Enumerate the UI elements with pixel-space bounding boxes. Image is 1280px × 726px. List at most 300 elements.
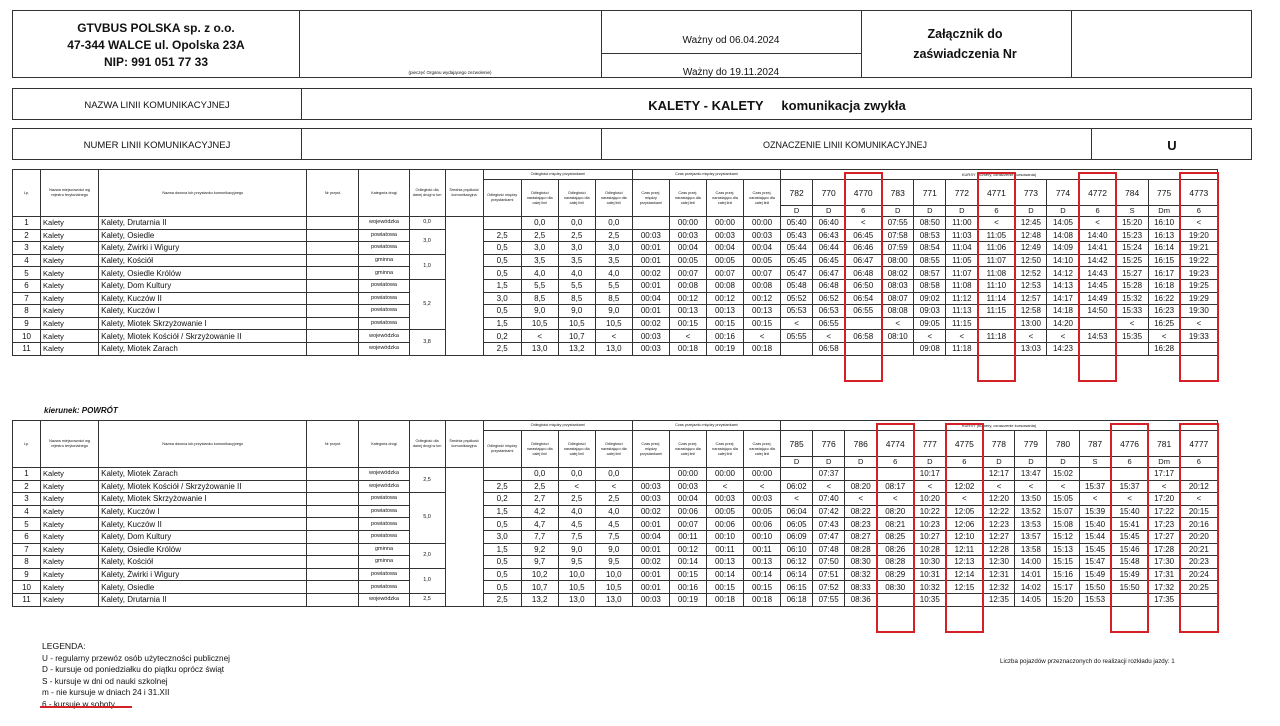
course-time: 12:28 <box>983 543 1015 556</box>
line-number-label: NUMER LINII KOMUNIKACYJNEJ <box>83 139 231 151</box>
course-time: 06:54 <box>845 292 882 305</box>
row-road-category: powiatowa <box>359 305 409 318</box>
company-address: 47-344 WALCE ul. Opolska 23A <box>67 37 245 52</box>
course-time: 12:06 <box>946 518 983 531</box>
course-time: 11:14 <box>978 292 1015 305</box>
row-road-category: wojewódzka <box>359 468 409 481</box>
row-road-category: powiatowa <box>359 292 409 305</box>
course-mark: D <box>1015 206 1047 217</box>
row-time: 00:03 <box>744 229 781 242</box>
course-time: 14:42 <box>1079 254 1116 267</box>
course-time: 14:20 <box>1047 317 1079 330</box>
course-time: 06:04 <box>781 505 813 518</box>
col-lp: Lp. <box>13 421 41 468</box>
row-distance: 13,0 <box>595 593 632 606</box>
col-stop: Nazwa dworca lub przystanku komunikacyjnego <box>99 170 307 217</box>
row-distance: 0,5 <box>483 254 521 267</box>
row-stop-no <box>307 305 359 318</box>
row-town: Kalety <box>41 581 99 594</box>
course-time: 20:15 <box>1180 505 1217 518</box>
col-dist-between: Odległość między przystankami <box>483 180 521 217</box>
course-time: 06:12 <box>781 556 813 569</box>
course-time <box>946 468 983 481</box>
course-time: 05:53 <box>781 305 813 318</box>
row-time <box>632 217 669 230</box>
row-time: 00:08 <box>744 279 781 292</box>
row-time: 00:06 <box>744 518 781 531</box>
course-time: 10:17 <box>914 468 946 481</box>
row-time: 00:05 <box>744 505 781 518</box>
course-time: 08:33 <box>845 581 877 594</box>
table-row <box>13 568 1218 581</box>
row-stop: Kalety, Dom Kultury <box>99 279 307 292</box>
course-time: 12:14 <box>946 568 983 581</box>
col-dist-sub: Odległości narastająco dla całej linii <box>595 180 632 217</box>
col-time-sub: Czas przej. narastająco dla całej linii <box>669 431 706 468</box>
row-stop-no <box>307 568 359 581</box>
course-time: 05:48 <box>781 279 813 292</box>
course-mark: 6 <box>978 206 1015 217</box>
row-time: 00:00 <box>669 468 706 481</box>
row-town: Kalety <box>41 305 99 318</box>
course-time: 09:08 <box>914 342 946 355</box>
line-number-row <box>12 128 1252 160</box>
row-road-category: wojewódzka <box>359 330 409 343</box>
course-time: < <box>1180 217 1217 230</box>
row-town: Kalety <box>41 317 99 330</box>
course-time: < <box>1047 330 1079 343</box>
course-time: 15:13 <box>1047 543 1079 556</box>
course-time: 15:02 <box>1047 468 1079 481</box>
course-number: 782 <box>781 180 813 206</box>
course-time: 14:02 <box>1015 581 1047 594</box>
course-time: 05:44 <box>781 242 813 255</box>
row-distance: 9,0 <box>595 305 632 318</box>
course-time: 14:10 <box>1047 254 1079 267</box>
table-row <box>13 518 1218 531</box>
course-number: 783 <box>882 180 914 206</box>
course-number: 781 <box>1148 431 1180 457</box>
course-time: 15:28 <box>1116 279 1148 292</box>
row-stop: Kalety, Miotek Zarach <box>99 342 307 355</box>
row-stop-no <box>307 267 359 280</box>
course-time: 12:02 <box>946 480 983 493</box>
course-time: 13:00 <box>1015 317 1047 330</box>
course-time: 15:37 <box>1111 480 1148 493</box>
course-time: 06:50 <box>845 279 882 292</box>
course-mark: 6 <box>1180 206 1217 217</box>
course-time: 14:18 <box>1047 305 1079 318</box>
col-courses-top: KURSY (numery, oznaczenie kursowania) <box>781 421 1218 431</box>
row-town: Kalety <box>41 493 99 506</box>
row-stop-no <box>307 317 359 330</box>
row-time: 00:07 <box>669 518 706 531</box>
course-time: 15:24 <box>1116 242 1148 255</box>
course-time: 12:35 <box>983 593 1015 606</box>
row-stop: Kalety, Żwirki i Wigury <box>99 242 307 255</box>
course-time: < <box>781 317 813 330</box>
row-time: 00:05 <box>706 254 743 267</box>
row-road-category: powiatowa <box>359 229 409 242</box>
course-time: 17:35 <box>1148 593 1180 606</box>
course-time: 17:31 <box>1148 568 1180 581</box>
row-time: 00:06 <box>669 505 706 518</box>
course-time: 08:54 <box>914 242 946 255</box>
row-distance: 2,5 <box>595 493 632 506</box>
row-time: 00:19 <box>669 593 706 606</box>
course-time: 16:15 <box>1148 254 1180 267</box>
course-time: 14:00 <box>1015 556 1047 569</box>
course-time: 06:43 <box>813 229 845 242</box>
row-distance: 9,5 <box>558 556 595 569</box>
row-town: Kalety <box>41 254 99 267</box>
row-lp: 9 <box>13 568 41 581</box>
course-time: 08:23 <box>845 518 877 531</box>
timetable-outbound <box>12 169 1218 356</box>
course-time: 06:48 <box>845 267 882 280</box>
course-time: 14:13 <box>1047 279 1079 292</box>
course-time: 11:15 <box>946 317 978 330</box>
col-time-group: Czas przejazdu między przystankami <box>632 421 780 431</box>
row-stop-no <box>307 292 359 305</box>
row-time: 00:05 <box>669 254 706 267</box>
row-distance: 0,0 <box>521 217 558 230</box>
row-time: 00:05 <box>706 505 743 518</box>
row-time: 00:13 <box>669 305 706 318</box>
table-row <box>13 493 1218 506</box>
course-number: 4774 <box>877 431 914 457</box>
course-time: 08:20 <box>845 480 877 493</box>
course-time: 08:25 <box>877 530 914 543</box>
col-dist-sub: Odległości narastająco dla całej linii <box>521 431 558 468</box>
course-time: 12:27 <box>983 530 1015 543</box>
course-mark: D <box>845 457 877 468</box>
course-time: 14:23 <box>1047 342 1079 355</box>
row-time: 00:04 <box>669 493 706 506</box>
course-time: 08:29 <box>877 568 914 581</box>
row-town: Kalety <box>41 568 99 581</box>
course-mark: 6 <box>1079 206 1116 217</box>
row-time: 00:14 <box>744 568 781 581</box>
course-time: 16:28 <box>1148 342 1180 355</box>
table-row <box>13 593 1218 606</box>
course-time: 11:00 <box>946 217 978 230</box>
row-distance: 4,0 <box>558 505 595 518</box>
header-box <box>12 10 1252 78</box>
row-time: 00:15 <box>744 581 781 594</box>
row-lp: 10 <box>13 581 41 594</box>
row-time: 00:14 <box>669 556 706 569</box>
row-stop-no <box>307 518 359 531</box>
row-stop-no <box>307 330 359 343</box>
course-time: 12:30 <box>983 556 1015 569</box>
course-time: < <box>845 493 877 506</box>
row-town: Kalety <box>41 593 99 606</box>
course-time: < <box>1180 317 1217 330</box>
col-dist-group: Odległości między przystankami <box>483 421 632 431</box>
row-time: 00:01 <box>632 254 669 267</box>
course-number: 784 <box>1116 180 1148 206</box>
table-row <box>13 468 1218 481</box>
table-row <box>13 242 1218 255</box>
col-time-sub: Czas przej. narastająco dla całej linii <box>669 180 706 217</box>
row-lp: 2 <box>13 229 41 242</box>
course-time: 15:33 <box>1116 305 1148 318</box>
row-lp: 10 <box>13 330 41 343</box>
row-distance: 0,0 <box>595 217 632 230</box>
course-time: 17:17 <box>1148 468 1180 481</box>
course-time <box>1180 593 1217 606</box>
course-time <box>1111 593 1148 606</box>
table-row <box>13 530 1218 543</box>
row-stop-no <box>307 229 359 242</box>
row-lp: 5 <box>13 267 41 280</box>
row-time: 00:01 <box>632 518 669 531</box>
row-time: 00:01 <box>632 279 669 292</box>
course-time: 20:12 <box>1180 480 1217 493</box>
row-stop-no <box>307 493 359 506</box>
row-distance: 9,0 <box>558 543 595 556</box>
row-lp: 5 <box>13 518 41 531</box>
row-distance: 0,0 <box>558 468 595 481</box>
course-time: 13:53 <box>1015 518 1047 531</box>
row-time: 00:01 <box>632 581 669 594</box>
row-stop: Kalety, Osiedle Królów <box>99 267 307 280</box>
course-time: 05:52 <box>781 292 813 305</box>
course-mark: S <box>1116 206 1148 217</box>
course-time: 10:35 <box>914 593 946 606</box>
course-time: 11:07 <box>946 267 978 280</box>
table-row <box>13 317 1218 330</box>
course-time: 06:46 <box>845 242 882 255</box>
attachment-line2: zaświadczenia Nr <box>913 47 1017 61</box>
course-time: 12:57 <box>1015 292 1047 305</box>
course-time: 14:40 <box>1079 229 1116 242</box>
course-time: 15:50 <box>1079 581 1111 594</box>
row-town: Kalety <box>41 556 99 569</box>
row-time: 00:00 <box>744 217 781 230</box>
course-time: 10:28 <box>914 543 946 556</box>
course-time: 11:05 <box>946 254 978 267</box>
course-mark: D <box>1047 457 1079 468</box>
course-time: 06:55 <box>813 317 845 330</box>
course-time <box>978 342 1015 355</box>
col-courses-top: KURSY (numery, oznaczenie kursowania) <box>781 170 1218 180</box>
row-time: 00:15 <box>706 581 743 594</box>
course-mark: D <box>983 457 1015 468</box>
course-time: 16:23 <box>1148 305 1180 318</box>
table-row <box>13 543 1218 556</box>
course-time: 20:16 <box>1180 518 1217 531</box>
course-time: 14:12 <box>1047 267 1079 280</box>
course-time: 10:23 <box>914 518 946 531</box>
row-stop-no <box>307 593 359 606</box>
course-time: 17:27 <box>1148 530 1180 543</box>
col-dist-sub: Odległości narastająco dla całej linii <box>521 180 558 217</box>
row-road-category: gminna <box>359 254 409 267</box>
course-time <box>845 468 877 481</box>
row-lp: 3 <box>13 493 41 506</box>
row-town: Kalety <box>41 543 99 556</box>
course-time: < <box>845 217 882 230</box>
row-distance: 3,0 <box>521 242 558 255</box>
course-time: 20:24 <box>1180 568 1217 581</box>
row-lp: 1 <box>13 468 41 481</box>
row-distance <box>483 217 521 230</box>
line-name-label: NAZWA LINII KOMUNIKACYJNEJ <box>84 99 230 111</box>
company-name: GTVBUS POLSKA sp. z o.o. <box>77 20 235 35</box>
course-time: < <box>1116 317 1148 330</box>
course-time: 12:17 <box>983 468 1015 481</box>
course-time: 07:43 <box>813 518 845 531</box>
row-road-category: powiatowa <box>359 317 409 330</box>
course-time: 15:44 <box>1079 530 1111 543</box>
row-distance: 10,2 <box>521 568 558 581</box>
row-time: 00:13 <box>706 305 743 318</box>
course-time: 15:49 <box>1079 568 1111 581</box>
course-time: 19:33 <box>1180 330 1217 343</box>
legend-item: 6 - kursuje w soboty <box>42 699 115 709</box>
col-dist-sub: Odległości narastająco dla całej linii <box>595 431 632 468</box>
course-time: < <box>1148 330 1180 343</box>
course-time: 07:58 <box>882 229 914 242</box>
row-time: 00:02 <box>632 556 669 569</box>
course-time <box>845 317 882 330</box>
row-distance: 10,7 <box>558 330 595 343</box>
course-number: 780 <box>1047 431 1079 457</box>
course-time: 11:13 <box>946 305 978 318</box>
course-time: 08:28 <box>845 543 877 556</box>
row-road-distance: 2,5 <box>409 593 445 606</box>
row-road-distance: 1,0 <box>409 254 445 279</box>
row-lp: 1 <box>13 217 41 230</box>
row-distance: 2,5 <box>483 593 521 606</box>
row-stop-no <box>307 279 359 292</box>
course-time: 14:01 <box>1015 568 1047 581</box>
col-municipality: Nazwa miejscowości wg rejestru terytorialnego <box>41 421 99 468</box>
col-time-between: Czas przej. między przystankami <box>632 180 669 217</box>
row-town: Kalety <box>41 229 99 242</box>
col-road-dist: Odległość dla danej drogi w km <box>409 170 445 217</box>
row-road-category: gminna <box>359 267 409 280</box>
row-stop-no <box>307 505 359 518</box>
row-distance: 5,5 <box>558 279 595 292</box>
course-number: 4777 <box>1180 431 1217 457</box>
course-time: 12:45 <box>1015 217 1047 230</box>
col-dist-between: Odległość między przystankami <box>483 431 521 468</box>
row-town: Kalety <box>41 242 99 255</box>
course-time: 12:48 <box>1015 229 1047 242</box>
row-distance: 10,0 <box>595 568 632 581</box>
course-time: 07:52 <box>813 581 845 594</box>
col-municipality: Nazwa miejscowości wg rejestru terytorialnego <box>41 170 99 217</box>
row-stop: Kalety, Kościół <box>99 556 307 569</box>
row-stop: Kalety, Kuczów I <box>99 305 307 318</box>
row-distance: 0,0 <box>521 468 558 481</box>
row-lp: 7 <box>13 292 41 305</box>
course-time: 15:35 <box>1116 330 1148 343</box>
row-stop: Kalety, Osiedle <box>99 229 307 242</box>
course-time: 08:28 <box>877 556 914 569</box>
course-time: 08:07 <box>882 292 914 305</box>
row-stop-no <box>307 556 359 569</box>
row-distance: 1,5 <box>483 317 521 330</box>
row-time: 00:15 <box>744 317 781 330</box>
course-time: 10:32 <box>914 581 946 594</box>
row-road-category: powiatowa <box>359 581 409 594</box>
col-lp: Lp. <box>13 170 41 217</box>
course-time: 06:05 <box>781 518 813 531</box>
row-stop: Kalety, Dom Kultury <box>99 530 307 543</box>
row-time: 00:01 <box>632 242 669 255</box>
row-time <box>632 468 669 481</box>
course-time: 11:15 <box>978 305 1015 318</box>
course-time: 15:20 <box>1047 593 1079 606</box>
row-town: Kalety <box>41 292 99 305</box>
row-distance: 9,0 <box>595 543 632 556</box>
course-time: 13:58 <box>1015 543 1047 556</box>
course-time: 15:49 <box>1111 568 1148 581</box>
row-time: 00:00 <box>706 468 743 481</box>
course-time: 11:03 <box>946 229 978 242</box>
row-time: 00:03 <box>632 342 669 355</box>
row-time: 00:04 <box>632 292 669 305</box>
row-distance: 2,5 <box>483 480 521 493</box>
course-mark: 6 <box>1180 457 1217 468</box>
course-time: 17:30 <box>1148 556 1180 569</box>
course-time <box>1079 317 1116 330</box>
course-time: 19:30 <box>1180 305 1217 318</box>
col-stop-no: Nr przyst. <box>307 170 359 217</box>
row-time: 00:03 <box>669 480 706 493</box>
course-number: 778 <box>983 431 1015 457</box>
row-distance: 9,0 <box>521 305 558 318</box>
direction-back-label: kierunek: POWRÓT <box>44 406 118 415</box>
course-mark: Dm <box>1148 457 1180 468</box>
row-distance: 0,5 <box>483 518 521 531</box>
course-time: 07:48 <box>813 543 845 556</box>
course-number: 787 <box>1079 431 1111 457</box>
row-time: 00:18 <box>744 342 781 355</box>
course-time: 15:08 <box>1047 518 1079 531</box>
course-mark: D <box>914 457 946 468</box>
course-time: 06:55 <box>845 305 882 318</box>
course-mark: D <box>813 206 845 217</box>
row-distance: 2,5 <box>521 480 558 493</box>
course-time: 11:08 <box>978 267 1015 280</box>
table-row <box>13 330 1218 343</box>
course-time: 08:17 <box>877 480 914 493</box>
course-time: 12:53 <box>1015 279 1047 292</box>
row-time: 00:13 <box>744 556 781 569</box>
row-time: 00:12 <box>669 292 706 305</box>
course-time <box>978 317 1015 330</box>
course-time: 19:21 <box>1180 242 1217 255</box>
company-block <box>13 11 299 79</box>
course-time: 08:36 <box>845 593 877 606</box>
course-time: 06:52 <box>813 292 845 305</box>
course-time <box>781 468 813 481</box>
course-time: 08:22 <box>845 505 877 518</box>
row-distance: 4,0 <box>521 267 558 280</box>
row-time: 00:11 <box>669 530 706 543</box>
course-mark: D <box>1015 457 1047 468</box>
course-time: 12:22 <box>983 505 1015 518</box>
row-road-distance: 2,0 <box>409 543 445 568</box>
course-time: 08:30 <box>845 556 877 569</box>
course-time <box>1111 468 1148 481</box>
course-number: 4776 <box>1111 431 1148 457</box>
